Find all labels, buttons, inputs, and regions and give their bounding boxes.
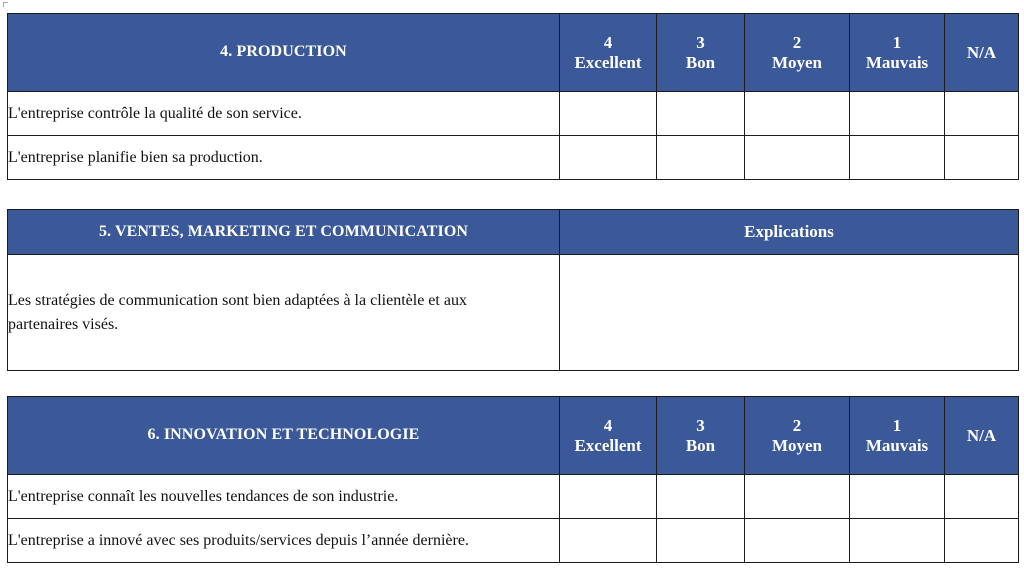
innovation-q2-excellent-cell[interactable] [560,519,657,563]
rating-bon-header [657,14,745,92]
ventes-question-1: Les stratégies de communication sont bien adaptées à la clientèle et aux partenaires visés. [8,255,560,371]
rating-excellent-label: Excellent [574,52,642,72]
innovation-question-2: L'entreprise a innové avec ses produits/services depuis l’année dernière. [8,519,560,563]
explications-header: Explications [560,210,1019,255]
production-table [7,13,1019,180]
ventes-section-title: 5. VENTES, MARKETING ET COMMUNICATION [8,210,560,255]
rating-mauvais-number: 1 [892,32,902,52]
rating-mauvais-header [850,14,945,92]
innovation-q2-bon-cell[interactable] [657,519,745,563]
rating-excellent-number: 4 [603,415,613,435]
innovation-q1-na-cell[interactable] [945,475,1019,519]
innovation-table [7,396,1019,563]
production-q2-moyen-cell[interactable] [745,136,850,180]
production-section-title: 4. PRODUCTION [8,14,560,92]
production-q2-excellent-cell[interactable] [560,136,657,180]
production-q1-na-cell[interactable] [945,92,1019,136]
innovation-header-row [8,397,1019,475]
innovation-q1-moyen-cell[interactable] [745,475,850,519]
production-q1-bon-cell[interactable] [657,92,745,136]
production-row-2 [8,136,1019,180]
innovation-q1-bon-cell[interactable] [657,475,745,519]
rating-mauvais-label: Mauvais [865,435,929,455]
rating-moyen-number: 2 [792,415,802,435]
ventes-header-row [8,210,1019,255]
rating-moyen-number: 2 [792,32,802,52]
rating-mauvais-number: 1 [892,415,902,435]
rating-excellent-header [560,397,657,475]
innovation-q1-excellent-cell[interactable] [560,475,657,519]
production-q1-moyen-cell[interactable] [745,92,850,136]
production-q2-bon-cell[interactable] [657,136,745,180]
innovation-question-1: L'entreprise connaît les nouvelles tendances de son industrie. [8,475,560,519]
production-row-1 [8,92,1019,136]
innovation-q2-na-cell[interactable] [945,519,1019,563]
innovation-q2-mauvais-cell[interactable] [850,519,945,563]
innovation-q1-mauvais-cell[interactable] [850,475,945,519]
innovation-section-title: 6. INNOVATION ET TECHNOLOGIE [8,397,560,475]
rating-moyen-label: Moyen [771,52,823,72]
rating-bon-label: Bon [685,435,716,455]
corner-marker [3,2,8,7]
ventes-table [7,209,1019,371]
rating-moyen-header [745,14,850,92]
innovation-row-1 [8,475,1019,519]
innovation-row-2 [8,519,1019,563]
rating-bon-number: 3 [696,32,705,52]
production-q1-excellent-cell[interactable] [560,92,657,136]
production-header-row [8,14,1019,92]
rating-excellent-number: 4 [603,32,613,52]
rating-bon-label: Bon [685,52,716,72]
rating-mauvais-label: Mauvais [865,52,929,72]
production-q2-na-cell[interactable] [945,136,1019,180]
production-question-2: L'entreprise planifie bien sa production. [8,136,560,180]
production-q1-mauvais-cell[interactable] [850,92,945,136]
rating-moyen-header [745,397,850,475]
rating-mauvais-header [850,397,945,475]
rating-na-header: N/A [945,397,1019,475]
innovation-q2-moyen-cell[interactable] [745,519,850,563]
rating-na-header: N/A [945,14,1019,92]
production-q2-mauvais-cell[interactable] [850,136,945,180]
rating-moyen-label: Moyen [771,435,823,455]
production-question-1: L'entreprise contrôle la qualité de son service. [8,92,560,136]
ventes-row-1 [8,255,1019,371]
ventes-q1-explications-cell[interactable] [560,255,1019,371]
rating-excellent-label: Excellent [574,435,642,455]
rating-bon-number: 3 [696,415,705,435]
rating-bon-header [657,397,745,475]
rating-excellent-header [560,14,657,92]
